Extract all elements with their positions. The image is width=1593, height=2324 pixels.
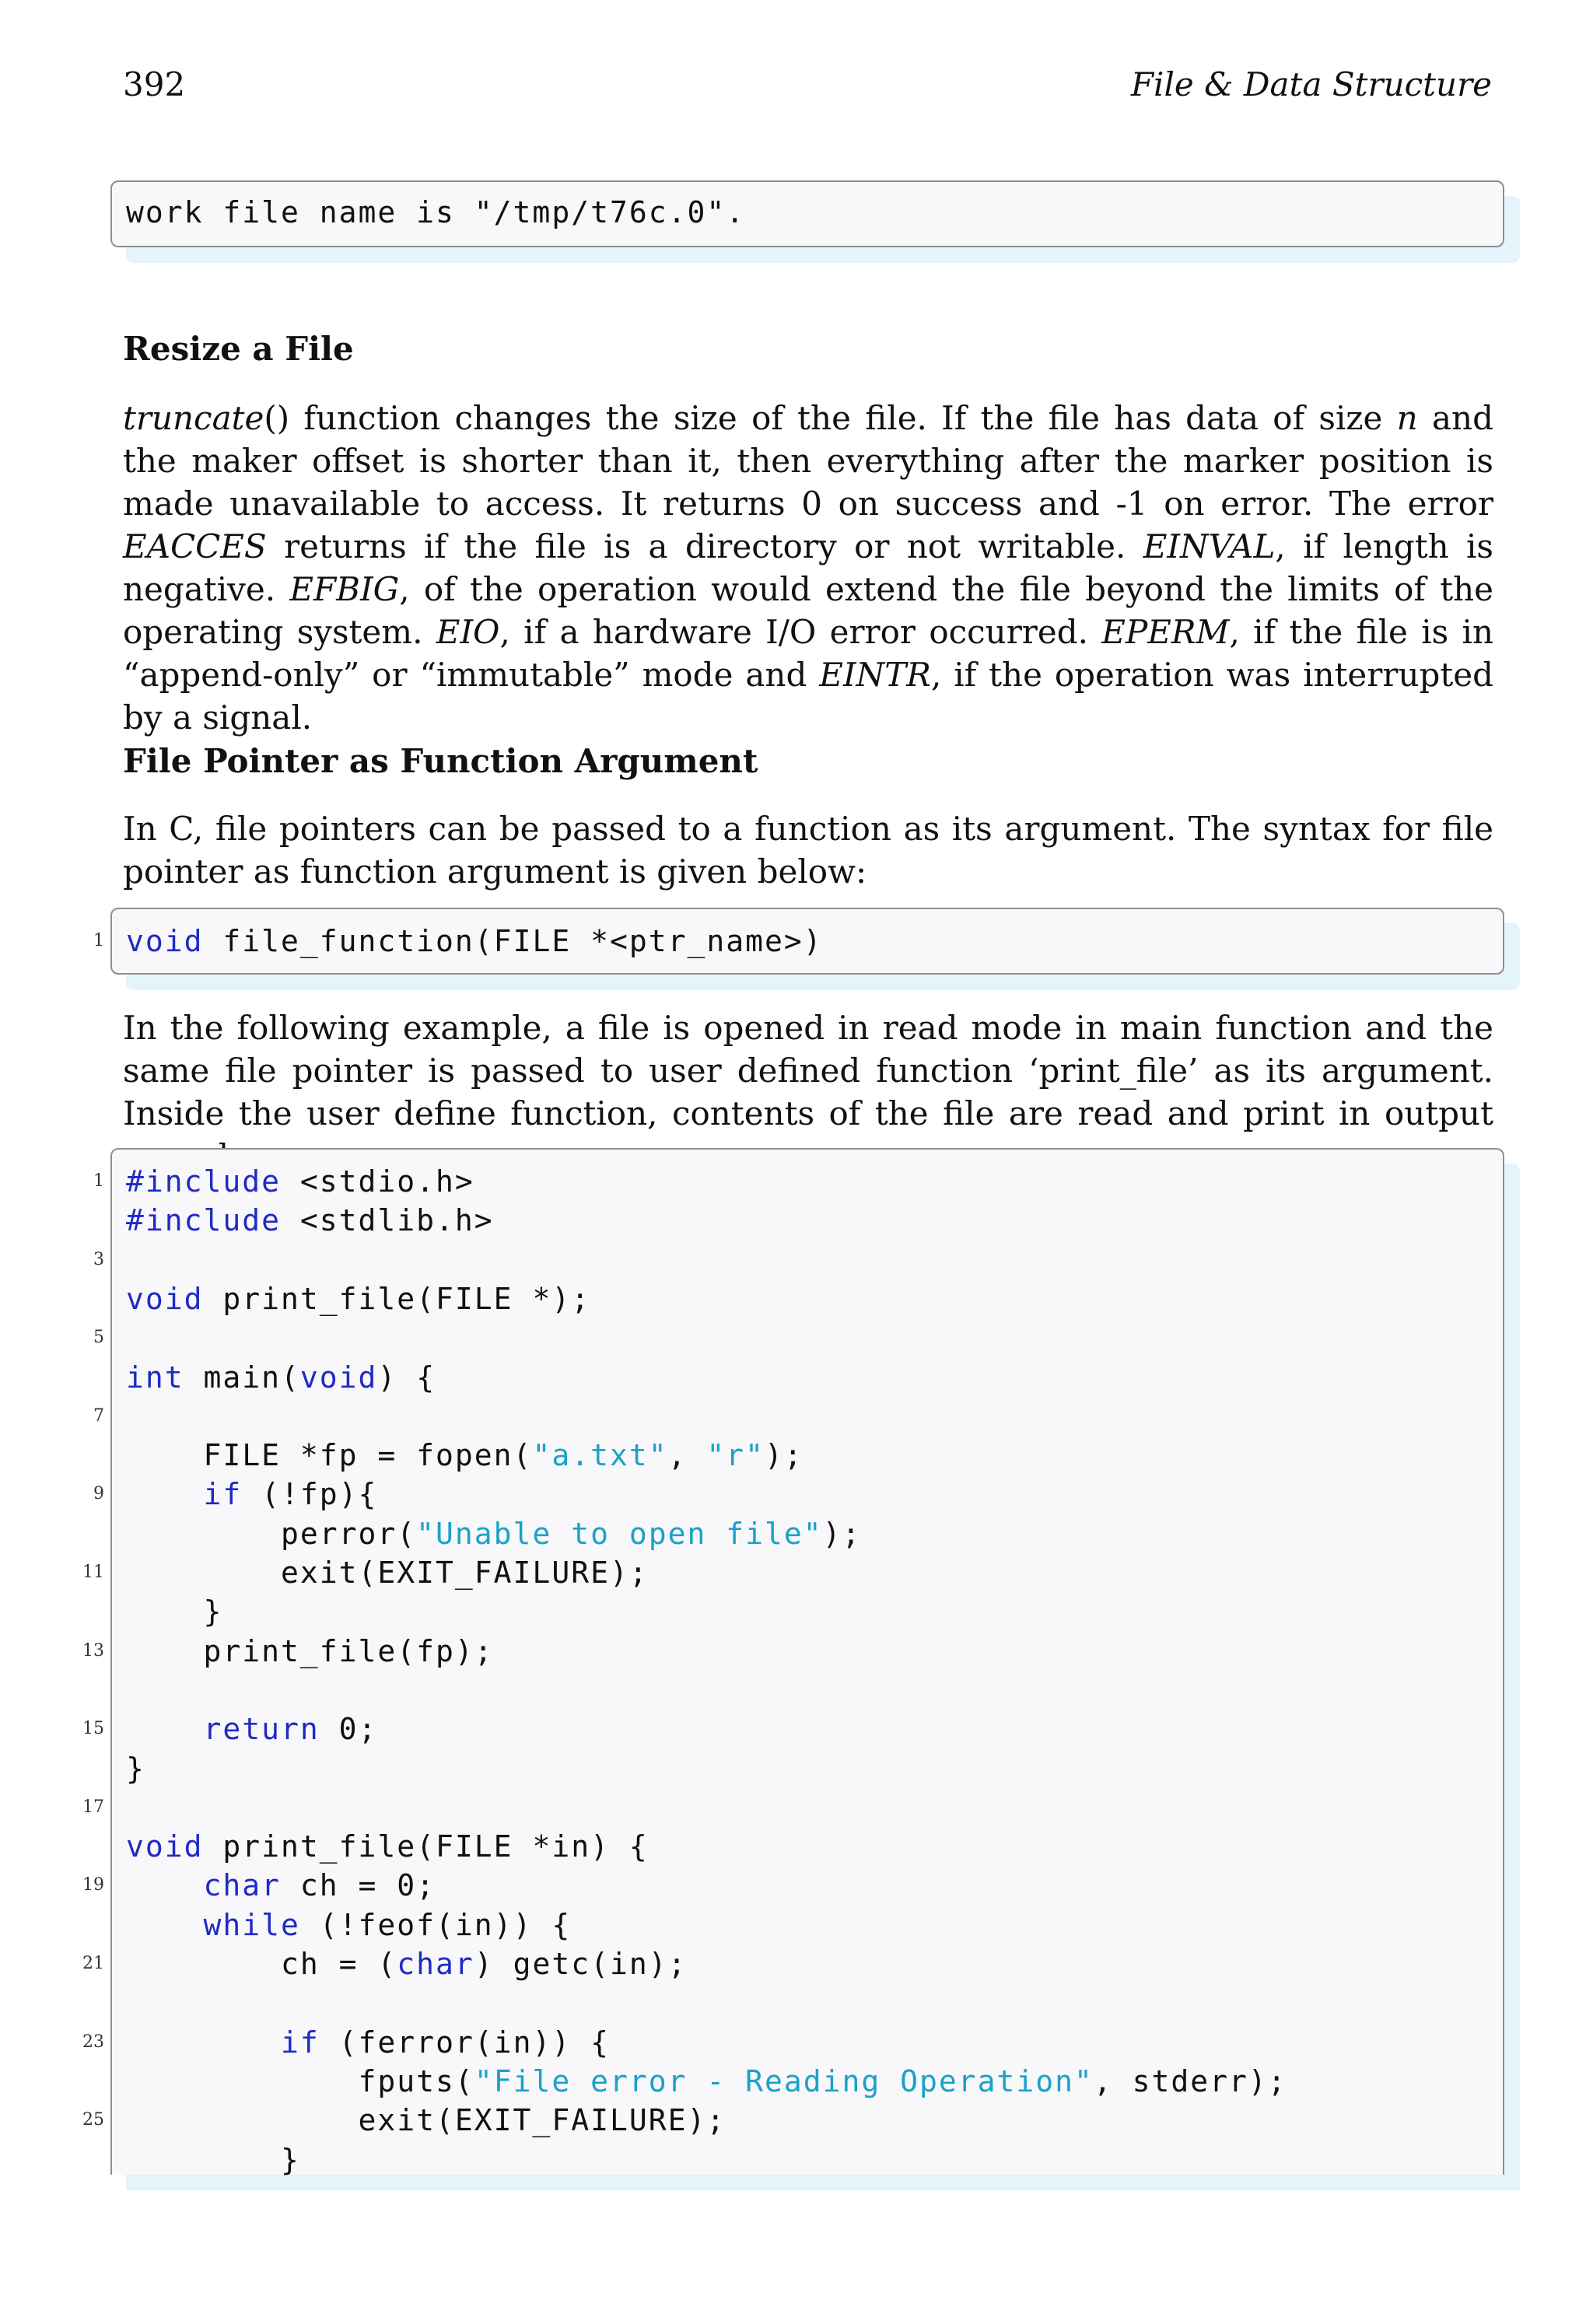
text-run: , if the file is in “append-only” or “immutable” mode and [123, 613, 1494, 694]
output-text: work file name is "/tmp/t76c.0". [126, 195, 746, 229]
code-text: print_file(FILE *in) { [203, 1829, 649, 1864]
code-text [126, 1712, 204, 1746]
code-line [126, 1162, 474, 1201]
code-text: <stdlib.h> [281, 1203, 494, 1238]
code-text: exit(EXIT_FAILURE); [126, 1556, 649, 1590]
code-keyword: void [126, 1829, 204, 1864]
italic-term: EINVAL [1143, 527, 1276, 565]
line-number: 5 [93, 1328, 104, 1348]
italic-term: EPERM [1101, 613, 1230, 651]
code-line [126, 1553, 649, 1592]
code-line [126, 1279, 590, 1318]
text-run: , if a hardware I/O error occurred. [499, 613, 1102, 651]
code-line [126, 1749, 145, 1788]
line-number: 3 [93, 1249, 104, 1269]
code-keyword: char [397, 1947, 474, 1981]
line-number: 19 [82, 1875, 104, 1895]
code-text: ch = ( [126, 1947, 397, 1981]
code-text: (ferror(in)) { [319, 2025, 610, 2060]
line-number: 1 [93, 1171, 104, 1191]
code-text: print_file(fp); [126, 1633, 494, 1668]
italic-term: n [1396, 399, 1418, 437]
output-box [110, 180, 1504, 247]
text-run: () function changes the size of the file. If the file has data of size [264, 399, 1397, 437]
code-keyword: if [281, 2025, 320, 2060]
code-text: 0; [319, 1712, 378, 1747]
code-text: <stdio.h> [281, 1164, 474, 1199]
code-text: ); [822, 1516, 862, 1551]
code-text: perror( [126, 1516, 417, 1551]
code-line [126, 1710, 377, 1748]
syntax-code-line [126, 922, 823, 961]
code-keyword: #include [126, 1164, 282, 1199]
text-run: and the maker offset is shorter than it, then everything after the marker position is made unavailable to access. It returns 0 on success and -1 on error. The error [123, 399, 1493, 523]
code-text: print_file(FILE *); [203, 1281, 591, 1316]
code-text: fputs( [126, 2063, 474, 2098]
code-line [126, 2062, 1287, 2101]
code-keyword: #include [126, 1203, 282, 1238]
text-run: , of the operation would extend the file beyond the limits of the operating system. [123, 570, 1493, 651]
code-text: , stderr); [1093, 2063, 1287, 2098]
code-string: "Unable to open file" [416, 1516, 823, 1551]
code-keyword: if [203, 1477, 243, 1512]
line-number: 13 [82, 1640, 104, 1661]
code-string: "a.txt" [532, 1438, 668, 1473]
code-text: ); [765, 1438, 804, 1473]
code-text: ) { [377, 1360, 436, 1395]
code-keyword: return [203, 1712, 320, 1747]
code-text [126, 2025, 281, 2060]
code-text: main( [184, 1360, 300, 1395]
code-keyword: int [126, 1360, 184, 1395]
code-text: , [667, 1438, 707, 1473]
syntax-line-number: 1 [93, 931, 104, 950]
code-line [126, 1436, 804, 1475]
section-title-pointer: File Pointer as Function Argument [123, 742, 758, 780]
code-text: } [126, 1594, 223, 1629]
code-text: file_function(FILE *<ptr_name>) [203, 924, 823, 958]
line-number: 15 [82, 1719, 104, 1739]
italic-term: truncate [123, 399, 264, 437]
code-line [126, 1358, 436, 1397]
code-text [126, 1908, 204, 1942]
line-number: 7 [93, 1405, 104, 1426]
code-line [126, 1827, 649, 1866]
section-title-resize: Resize a File [123, 330, 354, 368]
code-string: "r" [706, 1438, 765, 1473]
code-text [126, 1477, 204, 1511]
line-number: 9 [93, 1484, 104, 1504]
code-text: (!fp){ [242, 1477, 378, 1512]
code-line [126, 1632, 494, 1671]
code-text: ch = 0; [281, 1868, 436, 1903]
code-line [126, 2140, 300, 2179]
text-run: , if length is negative. [123, 527, 1493, 608]
code-line [126, 1475, 377, 1514]
paragraph-pointer-intro [123, 807, 1493, 893]
line-number: 17 [82, 1797, 104, 1817]
code-text: (!feof(in)) { [299, 1907, 572, 1942]
code-line [126, 1866, 436, 1905]
text-run: , if the operation was interrupted by a signal. [123, 656, 1493, 737]
code-text: } [126, 1751, 145, 1786]
italic-term: EFBIG [289, 570, 400, 608]
paragraph-resize [123, 397, 1493, 739]
code-string: "File error - Reading Operation" [474, 2063, 1094, 2098]
line-number: 21 [82, 1954, 104, 1973]
code-line [126, 1514, 861, 1553]
code-text: ) getc(in); [474, 1947, 688, 1981]
code-line [126, 2101, 726, 2140]
line-number: 11 [82, 1563, 104, 1582]
text-run: returns if the file is a directory or not writable. [266, 527, 1143, 565]
code-line [126, 1944, 687, 1983]
code-keyword: char [203, 1868, 282, 1903]
code-line [126, 2023, 610, 2062]
code-keyword: void [299, 1360, 378, 1395]
code-text [126, 1868, 204, 1902]
code-line [126, 1906, 571, 1944]
line-number: 25 [82, 2110, 104, 2130]
page-number: 392 [123, 65, 186, 103]
paragraph-pointer-intro-text: In C, file pointers can be passed to a function as its argument. The syntax for file pointer as function argument is given below: [123, 810, 1493, 891]
italic-term: EACCES [123, 527, 267, 565]
page-header [123, 65, 1492, 109]
paragraph-resize-text [123, 397, 1493, 739]
code-keyword: void [126, 924, 204, 958]
code-text: FILE *fp = fopen( [126, 1438, 533, 1473]
code-keyword: while [203, 1907, 300, 1942]
code-text: exit(EXIT_FAILURE); [126, 2103, 726, 2138]
code-line [126, 1201, 494, 1240]
line-number: 23 [82, 2032, 104, 2052]
code-line [126, 1592, 222, 1631]
paragraph-example-intro-text: In the following example, a file is opened in read mode in main function and the same file pointer is passed to user defined function ‘print_file’ as its argument. Inside the user define function, contents of the file are read and print in output [123, 1009, 1493, 1132]
italic-term: EINTR [819, 656, 931, 694]
running-title: File & Data Structure [1130, 65, 1492, 103]
code-text: } [126, 2142, 300, 2177]
code-keyword: void [126, 1281, 204, 1316]
italic-term: EIO [436, 613, 500, 651]
